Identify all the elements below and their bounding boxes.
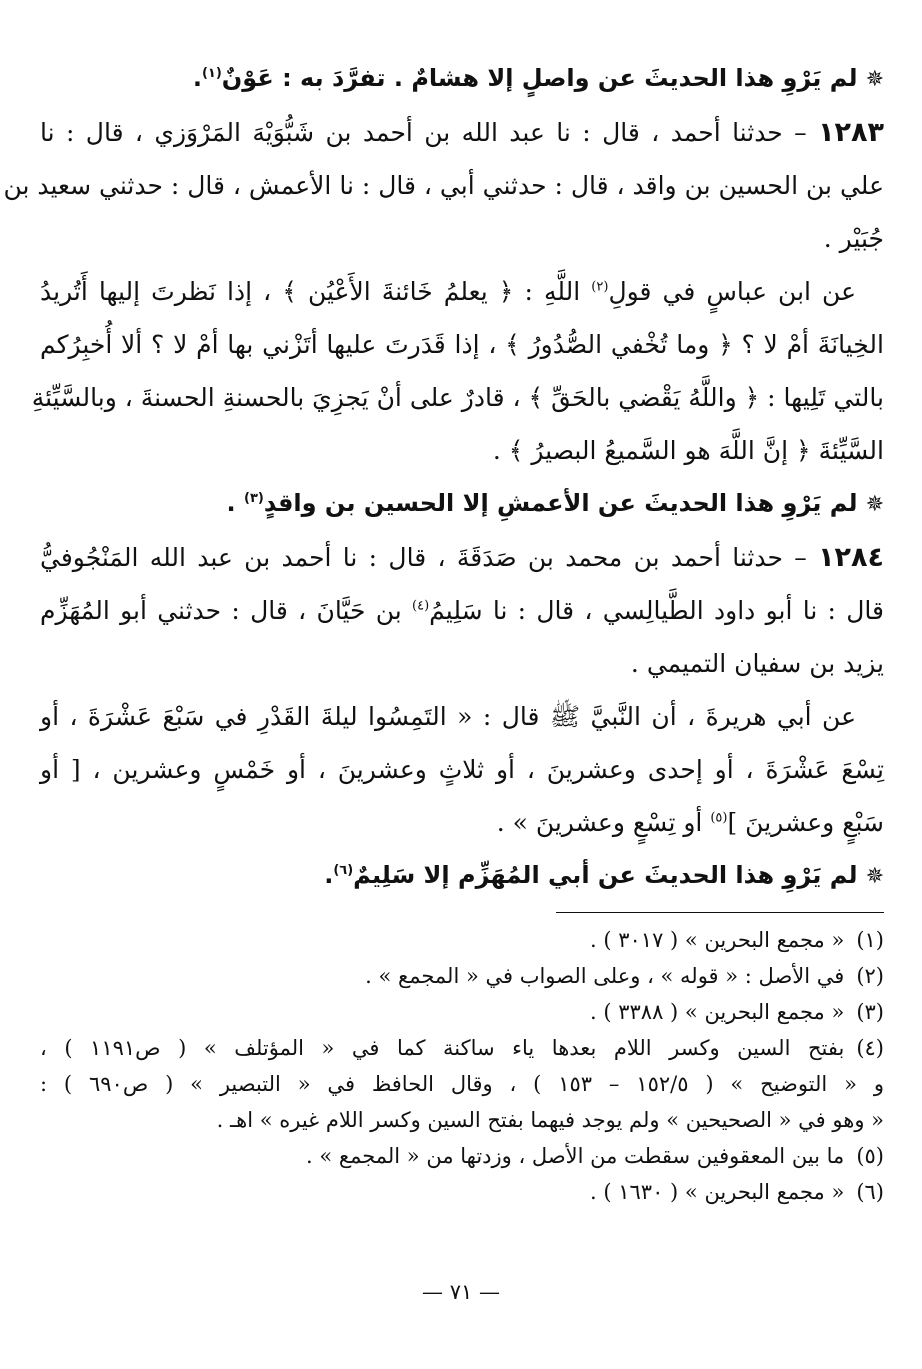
- footnote-number: (٦): [856, 1180, 884, 1204]
- footnote-marker[interactable]: (٣): [244, 491, 264, 506]
- text-line: [40, 424, 884, 477]
- line-text: عن ابن عباسٍ في قولِ: [608, 277, 857, 306]
- line-text: قال : نا أبو داود الطَّيالِسي ، قال : نا سَلِيمُ: [429, 596, 884, 625]
- main-text: [3, 52, 884, 903]
- page-number: — ٧١ —: [422, 1280, 500, 1304]
- line-text-tail: بن حَيَّانَ ، قال : حدثني أبو المُهَزِّم: [40, 596, 412, 625]
- commentary-line: [40, 849, 884, 903]
- hadith-number: ١٢٨٤: [818, 542, 884, 573]
- line-text: علي بن الحسين بن واقد ، قال : حدثني أبي ، قال : نا الأعمش ، قال : حدثني سعيد بن: [3, 171, 884, 200]
- footnotes: [40, 922, 884, 1210]
- line-text: الخِيانَةَ أمْ لا ؟ ﴿ وما تُخْفي الصُّدُورُ ﴾ ، إذا قَدَرتَ عليها أتَزْني بها أمْ لا ؟ ألا أُخبِرُكم: [40, 330, 884, 359]
- line-text: تِسْعَ عَشْرَةَ ، أو إحدى وعشرينَ ، أو ثلاثٍ وعشرينَ ، أو خَمْسٍ وعشرين ، [ أو: [40, 755, 884, 784]
- text-line: [40, 212, 884, 265]
- footnote-text: « وهو في « الصحيحين » ولم يوجد فيهما بفتح السين وكسر اللام غيره » اهـ .: [216, 1108, 884, 1132]
- hadith-number: ١٢٨٣: [818, 117, 884, 148]
- commentary-line: [40, 52, 884, 106]
- footnote-text: و « التوضيح » ( ١٥٢/٥ – ١٥٣ ) ، وقال الحافظ في « التبصير » ( ص٦٩٠ ) :: [40, 1072, 884, 1096]
- footnote-marker[interactable]: (٥): [710, 810, 728, 826]
- text-line: [31, 371, 884, 424]
- line-text: السَّيِّئةَ ﴿ إنَّ اللَّهَ هو السَّميعُ البصيرُ ﴾ .: [492, 436, 884, 465]
- footnote-number: (٣): [856, 1000, 884, 1024]
- footnote-text: بفتح السين وكسر اللام بعدها ياء ساكنة كما في « المؤتلف » ( ص١١٩١ ) ،: [40, 1036, 845, 1060]
- footnote-marker[interactable]: (١): [201, 66, 222, 81]
- line-text: سَبْعٍ وعشرينَ ]: [727, 808, 884, 837]
- text-line: [40, 265, 884, 318]
- footnote-text: « مجمع البحرين » ( ١٦٣٠ ) .: [590, 1180, 845, 1204]
- footnote-item: [40, 1030, 884, 1066]
- footnote-number: (٤): [856, 1036, 884, 1060]
- footnote-item: [40, 994, 884, 1030]
- footnote-item: [40, 958, 884, 994]
- footnote-divider: [556, 912, 884, 913]
- line-text: جُبَيْر .: [823, 224, 884, 253]
- footnote-item: [40, 1138, 884, 1174]
- footnote-marker[interactable]: (٢): [591, 279, 609, 295]
- line-text: لم يَرْوِ هذا الحديثَ عن الأعمشِ إلا الحسين بن واقدٍ: [263, 489, 858, 517]
- text-line: [40, 584, 884, 637]
- star-ornament-icon: ✵: [865, 864, 884, 889]
- text-line: [40, 743, 884, 796]
- text-line: [40, 318, 884, 371]
- text-line: [40, 690, 884, 743]
- line-text-tail: .: [226, 489, 244, 517]
- footnote-marker[interactable]: (٤): [412, 598, 430, 614]
- footnote-text: ما بين المعقوفين سقطت من الأصل ، وزدتها من « المجمع » .: [306, 1144, 845, 1168]
- footnote-number: (٥): [856, 1144, 884, 1168]
- commentary-line: [40, 477, 884, 531]
- footnote-number: (١): [856, 928, 884, 952]
- footnote-item: [40, 1174, 884, 1210]
- star-ornament-icon: ✵: [865, 492, 884, 517]
- hadith-number-line: [40, 531, 884, 584]
- footnote-text: في الأصل : « قوله » ، وعلى الصواب في « المجمع » .: [365, 964, 845, 988]
- footnote-marker[interactable]: (٦): [333, 863, 354, 878]
- footnote-item: [40, 1066, 884, 1102]
- text-line: [3, 159, 884, 212]
- line-text: – حدثنا أحمد ، قال : نا عبد الله بن أحمد بن شَبُّوَيْهَ المَرْوَزي ، قال : نا: [40, 118, 819, 147]
- text-line: [40, 796, 884, 849]
- line-text: – حدثنا أحمد بن محمد بن صَدَقَةَ ، قال : نا أحمد بن عبد الله المَنْجُوفيُّ: [40, 543, 819, 572]
- line-text-tail: .: [192, 64, 202, 92]
- footnote-text: « مجمع البحرين » ( ٣٣٨٨ ) .: [590, 1000, 845, 1024]
- footnote-item: [40, 922, 884, 958]
- text-line: [40, 637, 884, 690]
- line-text-tail: .: [324, 861, 334, 889]
- line-text-tail: أو تِسْعٍ وعشرينَ » .: [496, 808, 711, 837]
- line-text: لم يَرْوِ هذا الحديثَ عن واصلٍ إلا هشامٌ . تفرَّدَ به : عَوْنٌ: [221, 64, 858, 92]
- line-text-tail: اللَّهِ : ﴿ يعلمُ خَائنةَ الأَعْيُن ﴾ ، إذا نَظرتَ إليها أَتُريدُ: [40, 277, 592, 306]
- line-text: بالتي تَلِيها : ﴿ واللَّهُ يَقْضي بالحَقِّ ﴾ ، قادرٌ على أنْ يَجزِيَ بالحسنةِ الحسنةَ ، وبالسَّيِّئةِ: [31, 383, 884, 412]
- line-text: عن أبي هريرةَ ، أن النَّبيَّ ﷺ قال : « التَمِسُوا ليلةَ القَدْرِ في سَبْعَ عَشْرَةَ ، أو: [40, 702, 856, 731]
- line-text: يزيد بن سفيان التميمي .: [630, 649, 884, 678]
- star-ornament-icon: ✵: [865, 67, 884, 92]
- footnote-item: [40, 1102, 884, 1138]
- footnote-number: (٢): [856, 964, 884, 988]
- footnote-text: « مجمع البحرين » ( ٣٠١٧ ) .: [590, 928, 845, 952]
- hadith-number-line: [40, 106, 884, 159]
- line-text: لم يَرْوِ هذا الحديثَ عن أبي المُهَزِّم إلا سَلِيمٌ: [353, 861, 858, 889]
